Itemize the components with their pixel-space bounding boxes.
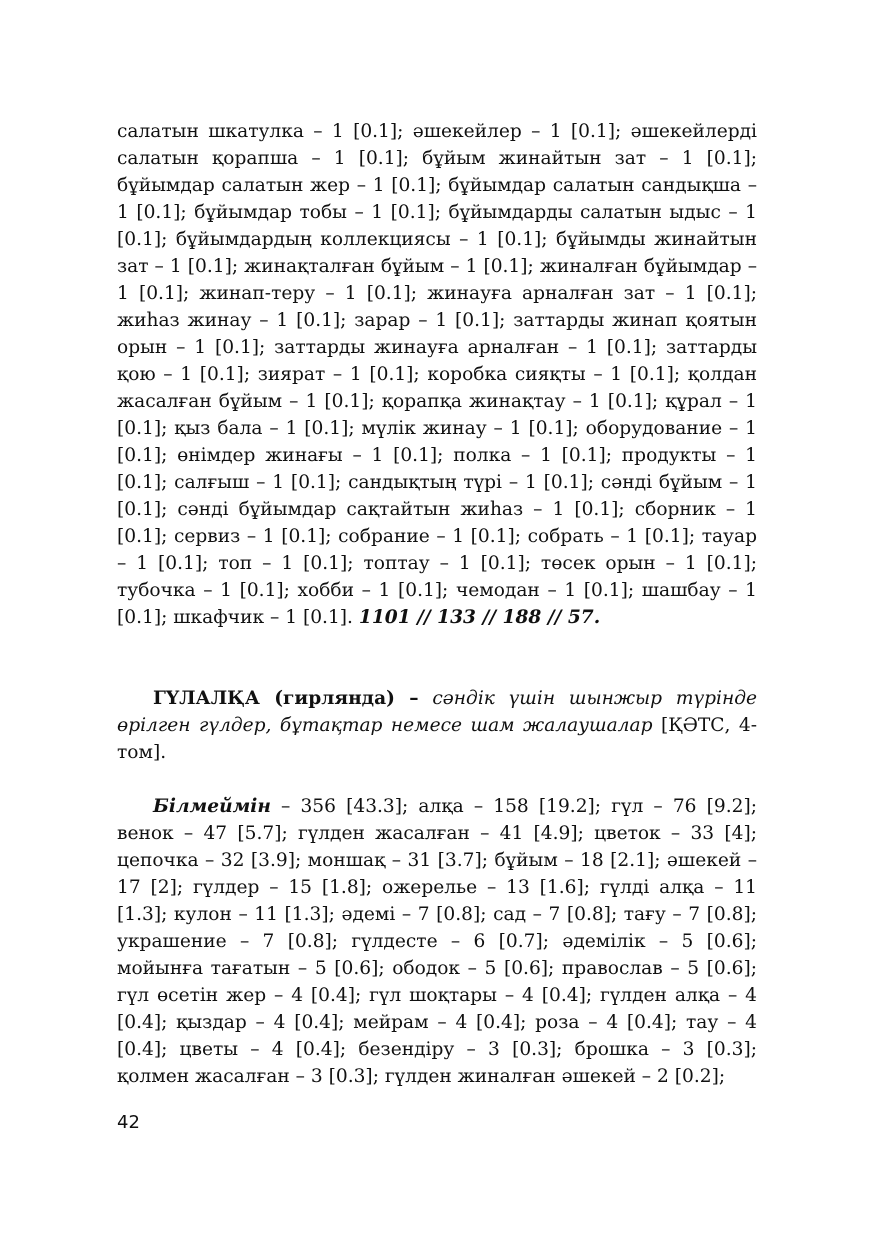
page-number: 42 xyxy=(117,1112,140,1133)
entry-source: [ҚӘТС, 4-том]. xyxy=(117,715,757,763)
responses-text: – 356 [43.3]; алқа – 158 [19.2]; гүл – 76 [9.2]; венок – 47 [5.7]; гүлден жасалған – 41 [4.9]; цветок – 33 [4]; цепочка – 32 [3.9]; моншақ – 31 [3.7]; бұйым – 18 [2.1]; әшекей – 17 [2]; гүлдер – 15 [1.8]; ожерелье – 13 [1.6]; гүлді алқа – 11 [1.3]; кулон – 11 [1.3]; әдемі – 7 [0.8]; сад – 7 [0.8]; тағу – 7 [0.8]; украшение – 7 [0.8]; гүлдесте – 6 [0.7]; әдемілік – 5 [0.6]; мойынға тағатын – 5 [0.6]; ободок – 5 [0.6]; православ – 5 [0.6]; гүл өсетін жер – 4 [0.4]; гүл шоқтары – 4 [0.4]; гүлден алқа – 4 [0.4]; қыздар – 4 [0.4]; мейрам – 4 [0.4]; роза – 4 [0.4]; тау – 4 [0.4]; цветы – 4 [0.4]; безендіру – 3 [0.3]; брошка – 3 [0.3]; қолмен жасалған – 3 [0.3]; гүлден жиналған әшекей – 2 [0.2]; xyxy=(117,796,757,1087)
entry-stats: 1101 // 133 // 188 // 57. xyxy=(358,607,601,628)
responses-label: Білмеймін xyxy=(153,796,271,817)
section-gap xyxy=(117,631,757,685)
entry-continuation-paragraph xyxy=(117,118,757,631)
page-body xyxy=(117,118,757,1090)
entry-definition: сәндік үшін шынжыр түрінде өрілген гүлдер, бұтақтар немесе шам жалаушалар xyxy=(117,688,757,736)
paragraph-gap xyxy=(117,766,757,793)
entry-continuation-text: салатын шкатулка – 1 [0.1]; әшекейлер – 1 [0.1]; әшекейлерді салатын қорапша – 1 [0.1]; бұйым жинайтын зат – 1 [0.1]; бұйымдар салатын жер – 1 [0.1]; бұйымдар салатын сандықша – 1 [0.1]; бұйымдар тобы – 1 [0.1]; бұйымдарды салатын ыдыс – 1 [0.1]; бұйымдардың коллекциясы – 1 [0.1]; бұйымды жинайтын зат – 1 [0.1]; жинақталған бұйым – 1 [0.1]; жиналған бұйымдар – 1 [0.1]; жинап-теру – 1 [0.1]; жинауға арналған зат – 1 [0.1]; жиһаз жинау – 1 [0.1]; зарар – 1 [0.1]; заттарды жинап қоятын орын – 1 [0.1]; заттарды жинауға арналған – 1 [0.1]; заттарды қою – 1 [0.1]; зиярат – 1 [0.1]; коробка сияқты – 1 [0.1]; қолдан жасалған бұйым – 1 [0.1]; қорапқа жинақтау – 1 [0.1]; құрал – 1 [0.1]; қыз бала – 1 [0.1]; мүлік жинау – 1 [0.1]; оборудование – 1 [0.1]; өнімдер жинағы – 1 [0.1]; полка – 1 [0.1]; продукты – 1 [0.1]; салғыш – 1 [0.1]; сандықтың түрі – 1 [0.1]; сәнді бұйым – 1 [0.1]; сәнді бұйымдар сақтайтын жиһаз – 1 [0.1]; сборник – 1 [0.1]; сервиз – 1 [0.1]; собрание – 1 [0.1]; собрать – 1 [0.1]; тауар – 1 [0.1]; топ – 1 [0.1]; топтау – 1 [0.1]; төсек орын – 1 [0.1]; тубочка – 1 [0.1]; хобби – 1 [0.1]; чемодан – 1 [0.1]; шашбау – 1 [0.1]; шкафчик – 1 [0.1]. xyxy=(117,121,757,628)
entry-definition-paragraph xyxy=(117,685,757,766)
responses-paragraph xyxy=(117,793,757,1090)
entry-headword: ГҮЛАЛҚА (гирлянда) – xyxy=(153,688,419,709)
